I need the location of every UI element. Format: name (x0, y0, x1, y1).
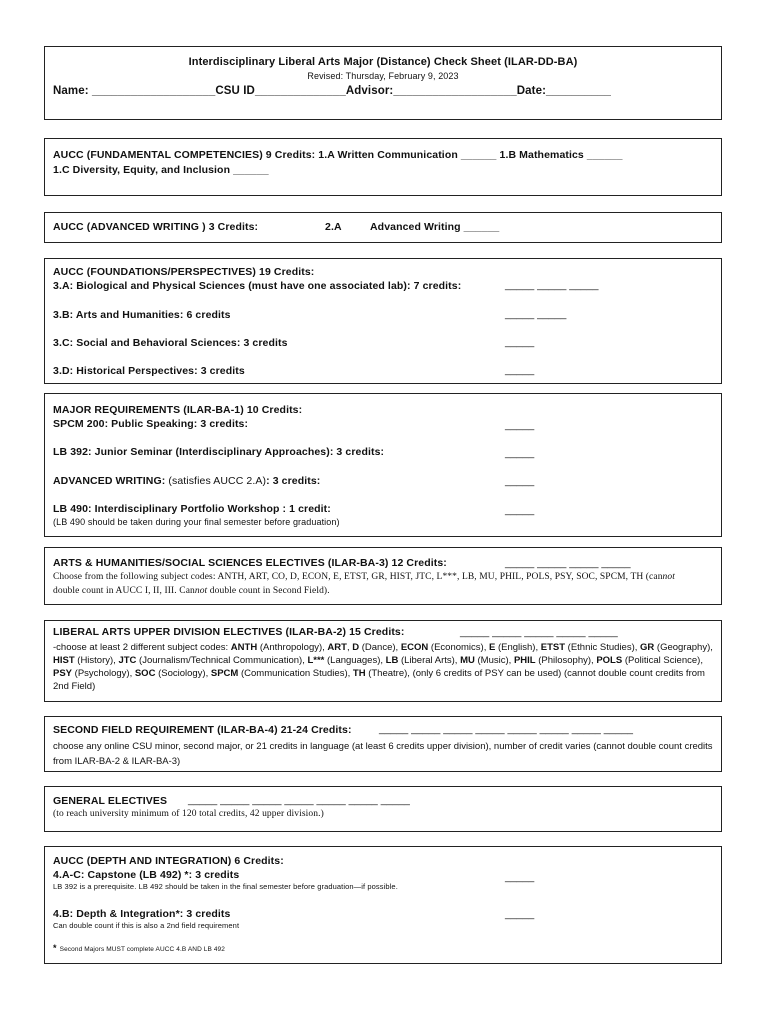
subject-name: (English), (495, 642, 541, 653)
subject-code: ETST (540, 642, 566, 653)
subject-name: (Journalism/Technical Communication), (136, 655, 308, 666)
subject-name: (Sociology), (155, 668, 211, 679)
note1-a: Choose from the following subject codes: ANTH, ART, CO, D, ECON, E, ETST, GR, HIST, JTC, L***, LB, MU, PHIL, POLS, PSY, SOC, SPCM, TH (can (53, 572, 663, 582)
second-field-heading: SECOND FIELD REQUIREMENT (ILAR-BA-4) 21-24 Credits: (53, 724, 352, 736)
arts-humanities-box (44, 547, 722, 605)
subject-code: ANTH (230, 642, 258, 653)
subject-code: TH (352, 668, 366, 679)
depth-integration-blank[interactable]: _____ (505, 908, 535, 920)
advanced-writing-item[interactable]: Advanced Writing ______ (370, 221, 500, 233)
fundamental-competencies-box (44, 138, 722, 196)
general-electives-blanks[interactable]: _____ _____ _____ _____ _____ _____ _____ (188, 794, 410, 806)
adv-end: : 3 credits: (266, 475, 321, 487)
capstone-blank[interactable]: _____ (505, 871, 535, 883)
subject-name: (Languages), (324, 655, 386, 666)
depth-heading: AUCC (DEPTH AND INTEGRATION) 6 Credits: (53, 855, 284, 867)
note2-b: not (194, 586, 208, 596)
capstone-note: LB 392 is a prerequisite. LB 492 should be taken in the final semester before graduation—if possible. (53, 882, 398, 891)
lb-490-note: (LB 490 should be taken during your final semester before graduation) (53, 517, 340, 527)
spcm-200-label: SPCM 200: Public Speaking: 3 credits: (53, 418, 249, 430)
foundations-3c-label: 3.C: Social and Behavioral Sciences: 3 credits (53, 337, 288, 349)
spcm-200-blank[interactable]: _____ (505, 419, 535, 431)
foundations-3c-blanks[interactable]: _____ (505, 336, 535, 348)
subject-name: (Dance), (359, 642, 401, 653)
major-requirements-box (44, 393, 722, 537)
foundations-3b-label: 3.B: Arts and Humanities: 6 credits (53, 309, 231, 321)
revised-date: Revised: Thursday, February 9, 2023 (307, 71, 459, 81)
major-advanced-writing-label (53, 475, 320, 487)
advanced-writing-label: AUCC (ADVANCED WRITING ) 3 Credits: (53, 221, 259, 233)
arts-humanities-note-line-2 (53, 586, 330, 596)
subject-name: (Psychology), (72, 668, 135, 679)
subject-name: (Liberal Arts), (398, 655, 461, 666)
liberal-upper-intro: -choose at least 2 different subject codes: (53, 642, 231, 653)
liberal-upper-blanks[interactable]: _____ _____ _____ _____ _____ (460, 626, 618, 638)
footnote (53, 942, 225, 954)
foundations-3d-blanks[interactable]: _____ (505, 364, 535, 376)
capstone-label: 4.A-C: Capstone (LB 492) *: 3 credits (53, 869, 240, 881)
advanced-writing-code: 2.A (325, 221, 342, 233)
subject-code: D (352, 642, 360, 653)
lb-490-blank[interactable]: _____ (505, 504, 535, 516)
foundations-heading: AUCC (FOUNDATIONS/PERSPECTIVES) 19 Credits: (53, 266, 315, 278)
header-box (44, 46, 722, 120)
subject-name: , (346, 642, 353, 653)
foundations-3d-label: 3.D: Historical Perspectives: 3 credits (53, 365, 245, 377)
subject-name: (Political Science), (622, 655, 703, 666)
lb-392-blank[interactable]: _____ (505, 447, 535, 459)
subject-code: MU (460, 655, 475, 666)
subject-name: (Music), (474, 655, 514, 666)
subject-code: SPCM (210, 668, 239, 679)
subject-code: ECON (400, 642, 429, 653)
lb-490-label: LB 490: Interdisciplinary Portfolio Workshop : 1 credit: (53, 503, 331, 515)
general-electives-box (44, 786, 722, 832)
depth-integration-note: Can double count if this is also a 2nd field requirement (53, 921, 240, 930)
foundations-3a-label: 3.A: Biological and Physical Sciences (must have one associated lab): 7 credits: (53, 280, 462, 292)
second-field-note: choose any online CSU minor, second major, or 21 credits in language (at least 6 credits upper division), number of credit varies (cannot double count credits from ILAR-BA-2 & ILAR-BA-3) (53, 741, 713, 767)
page-title: Interdisciplinary Liberal Arts Major (Distance) Check Sheet (ILAR-DD-BA) (188, 56, 578, 68)
foundations-3b-blanks[interactable]: _____ _____ (505, 308, 567, 320)
note1-b: not (662, 572, 675, 582)
liberal-upper-codes (53, 641, 717, 693)
subject-name: (Communication Studies), (238, 668, 353, 679)
liberal-upper-box (44, 620, 722, 702)
footnote-text: Second Majors MUST complete AUCC 4.B AND LB 492 (59, 946, 225, 953)
subject-name: (Economics), (428, 642, 489, 653)
subject-code: POLS (596, 655, 623, 666)
subject-name: (Theatre), (only 6 credits of PSY can be used) (cannot double count credits from 2nd Field) (53, 668, 705, 692)
advanced-writing-box (44, 212, 722, 243)
subject-name: (Philosophy), (535, 655, 597, 666)
general-electives-note: (to reach university minimum of 120 total credits, 42 upper division.) (53, 809, 324, 819)
subject-code: HIST (53, 655, 75, 666)
major-heading: MAJOR REQUIREMENTS (ILAR-BA-1) 10 Credits: (53, 404, 303, 416)
student-info-fields[interactable]: Name: ___________________CSU ID______________Advisor:___________________Date:__________ (53, 85, 611, 97)
major-advanced-writing-blank[interactable]: _____ (505, 475, 535, 487)
subject-code: GR (640, 642, 655, 653)
general-electives-heading: GENERAL ELECTIVES (53, 795, 168, 807)
second-field-blanks[interactable]: _____ _____ _____ _____ _____ _____ _____ _____ (379, 723, 634, 735)
footnote-star: * (53, 943, 57, 953)
arts-humanities-blanks[interactable]: _____ _____ _____ _____ (505, 557, 631, 569)
adv-normal: (satisfies AUCC 2.A) (168, 475, 267, 487)
depth-integration-box (44, 846, 722, 964)
foundations-box (44, 258, 722, 384)
arts-humanities-heading: ARTS & HUMANITIES/SOCIAL SCIENCES ELECTIVES (ILAR-BA-3) 12 Credits: (53, 557, 447, 569)
subject-name: (Ethnic Studies), (565, 642, 641, 653)
subject-code: ART (327, 642, 347, 653)
subject-code: PHIL (513, 655, 536, 666)
fundamental-line-1[interactable]: AUCC (FUNDAMENTAL COMPETENCIES) 9 Credits: 1.A Written Communication ______ 1.B Mathematics ______ (53, 149, 623, 161)
note2-a: double count in AUCC I, II, III. Can (53, 586, 195, 596)
adv-bold: ADVANCED WRITING: (53, 475, 166, 487)
subject-code: PSY (53, 668, 73, 679)
liberal-upper-heading: LIBERAL ARTS UPPER DIVISION ELECTIVES (ILAR-BA-2) 15 Credits: (53, 626, 405, 638)
subject-name: (Anthropology), (257, 642, 328, 653)
arts-humanities-note-line-1 (53, 572, 675, 582)
subject-code: JTC (118, 655, 137, 666)
depth-integration-label: 4.B: Depth & Integration*: 3 credits (53, 908, 231, 920)
fundamental-line-2[interactable]: 1.C Diversity, Equity, and Inclusion ______ (53, 164, 269, 176)
subject-name: (Geography), (654, 642, 713, 653)
note2-c: double count in Second Field). (207, 586, 330, 596)
subject-code: E (489, 642, 496, 653)
lb-392-label: LB 392: Junior Seminar (Interdisciplinary Approaches): 3 credits: (53, 446, 385, 458)
subject-name: (History), (74, 655, 119, 666)
subject-code: SOC (134, 668, 156, 679)
second-field-box (44, 716, 722, 772)
subject-code: L*** (307, 655, 325, 666)
subject-code: LB (385, 655, 399, 666)
foundations-3a-blanks[interactable]: _____ _____ _____ (505, 279, 599, 291)
